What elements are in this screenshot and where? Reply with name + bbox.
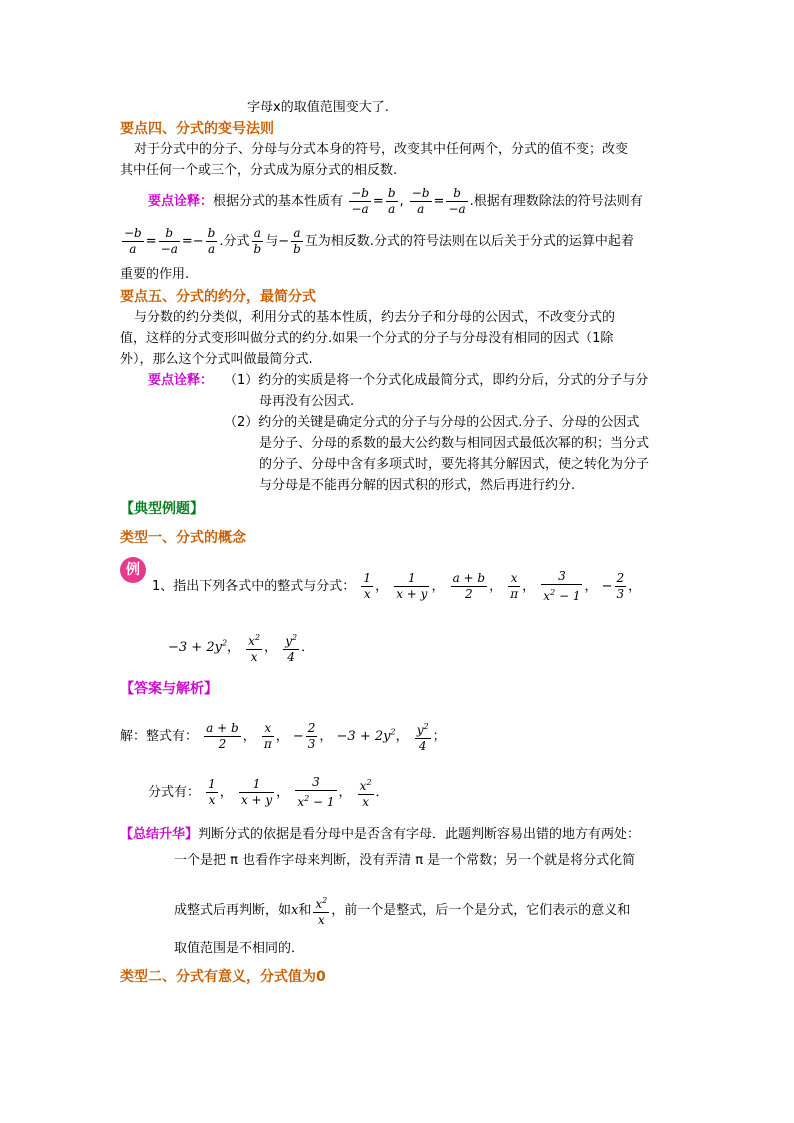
summary-text1: 判断分式的依据是看分母中是否含有字母．此题判断容易出错的地方有两处： <box>198 827 641 842</box>
fraction: $\frac{3}{x^2 - 1}$ <box>543 569 581 603</box>
summary-text3b: 和 <box>298 903 312 918</box>
section4-note-label: 要点诠释： <box>148 194 214 209</box>
fraction: $\frac{1}{x + y}$ <box>240 777 273 807</box>
fraction-label: 分式有： <box>148 785 201 800</box>
summary-label: 【总结升华】 <box>120 827 199 842</box>
section5-note1-line1: （1）约分的实质是将一个分式化成最简分式，即约分后，分式的分子与分 <box>224 373 649 388</box>
type2-heading: 类型二、分式有意义，分式值为0 <box>120 969 326 985</box>
section4-heading: 要点四、分式的变号法则 <box>120 121 274 137</box>
section5-note2-line2: 是分子、分母的系数的最大公约数与相同因式最低次幂的积；当分式 <box>259 436 650 451</box>
section4-para-line2: 其中任何一个或三个，分式成为原分式的相反数. <box>120 163 398 178</box>
fraction: $\frac{x}{\pi}$ <box>263 721 272 751</box>
example-question-line2: $-3 + 2y^2$， $\frac{x^2}{x}$ ， $\frac{y^2}{4}$ ． <box>168 630 314 665</box>
fraction: $\frac{b}{a}$ <box>387 186 396 216</box>
section5-para-line1: 与分数的约分类似，利用分式的基本性质，约去分子和分母的公因式，不改变分式的 <box>134 310 616 325</box>
section5-heading: 要点五、分式的约分，最简分式 <box>120 289 316 305</box>
example-question: 1、指出下列各式中的整式与分式： $\frac{1}{x}$ ， $\frac{1}{x + y}$ ， $\frac{a + b}{2}$ ， $\frac{x}{\pi}$ ， $\frac{3}{x^2 - 1}$ ， − $\frac{2}{3}$ ， <box>152 569 642 603</box>
section4-note-text4: 与 <box>265 234 279 249</box>
section5-note2-line4: 与分母是不能再分解的因式积的形式，然后再进行约分. <box>259 478 576 493</box>
fraction: $\frac{-b}{a}$ <box>411 186 430 216</box>
section5-note2-line3: 的分子、分母中含有多项式时，要先将其分解因式，使之转化为分子 <box>259 457 650 472</box>
section4-note: 要点诠释：根据分式的基本性质有 $\frac{-b}{-a}$ = $\frac{b}{a}$ , $\frac{-b}{a}$ = $\frac{b}{-a}$ .根据有理数除法的符号法则有 <box>148 186 643 216</box>
solution-label: 解：整式有： <box>120 729 199 744</box>
type1-heading: 类型一、分式的概念 <box>120 530 246 546</box>
fraction: $\frac{b}{a}$ <box>207 226 216 256</box>
summary-text3c: ，前一个是整式，后一个是分式，它们表示的意义和 <box>331 903 631 918</box>
fraction: $\frac{a}{b}$ <box>253 226 262 256</box>
solution-integral: 解：整式有： $\frac{a + b}{2}$ ， $\frac{x}{\pi}$ ， − $\frac{2}{3}$ ， $-3 + 2y^2$， $\frac{y^2}{4}$ ； <box>120 721 446 753</box>
fraction: $\frac{b}{-a}$ <box>448 186 466 216</box>
fraction: $\frac{b}{-a}$ <box>160 226 178 256</box>
fraction: $\frac{2}{3}$ <box>616 571 625 601</box>
top-line: 字母x的取值范围变大了. <box>247 100 389 115</box>
summary-line3: 成整式后再判断，如x和 $\frac{x^2}{x}$ ，前一个是整式，后一个是分式，它们表示的意义和 <box>174 893 630 928</box>
fraction: $\frac{a}{b}$ <box>293 226 301 256</box>
summary-line2: 一个是把 π 也看作字母来判断，没有弄清 π 是一个常数；另一个就是将分式化简 <box>174 853 636 868</box>
section5-note-label: 要点诠释： <box>148 373 214 388</box>
answer-heading: 【答案与解析】 <box>120 681 218 697</box>
examples-heading: 【典型例题】 <box>120 501 204 517</box>
section4-note-line2: $\frac{-b}{a}$ = $\frac{b}{-a}$ =− $\frac{b}{a}$ .分式 $\frac{a}{b}$ 与− $\frac{a}{b}$ 互为相反数.分式的符号法则在以后关于分式的运算中起着 <box>124 226 634 256</box>
fraction: $\frac{x^2}{x}$ <box>246 630 262 665</box>
section5-note2-line1: （2）约分的关键是确定分式的分子与分母的公因式.分子、分母的公因式 <box>224 415 640 430</box>
section4-note-text3: .分式 <box>219 234 250 249</box>
section4-note-text2: .根据有理数除法的符号法则有 <box>469 194 643 209</box>
section4-note-text5: 互为相反数.分式的符号法则在以后关于分式的运算中起着 <box>304 234 634 249</box>
summary-text3a: 成整式后再判断，如 <box>174 903 292 918</box>
section5-para-line2: 值，这样的分式变形叫做分式的约分.如果一个分式的分子与分母没有相同的因式（1除 <box>120 331 614 346</box>
fraction: $\frac{-b}{-a}$ <box>351 186 369 216</box>
fraction: $\frac{1}{x}$ <box>208 777 216 807</box>
section4-note-text1: 根据分式的基本性质有 <box>213 194 344 209</box>
section5-note1-line2: 母再没有公因式. <box>259 394 355 409</box>
fraction: $\frac{a + b}{2}$ <box>206 721 239 751</box>
fraction: $\frac{3}{x^2 - 1}$ <box>297 775 335 809</box>
fraction: $\frac{a + b}{2}$ <box>452 571 486 601</box>
fraction: $\frac{y^2}{4}$ <box>415 719 431 754</box>
fraction: $\frac{1}{x + y}$ <box>396 571 428 601</box>
fraction: $\frac{x}{\pi}$ <box>510 571 519 601</box>
fraction: $\frac{2}{3}$ <box>307 721 316 751</box>
summary-line1 <box>120 824 640 845</box>
section4-note-line3: 重要的作用. <box>120 267 190 282</box>
summary-line4: 取值范围是不相同的． <box>174 941 305 956</box>
section4-para-line1: 对于分式中的分子、分母与分式本身的符号，改变其中任何两个，分式的值不变；改变 <box>134 142 629 157</box>
fraction: $\frac{x^2}{x}$ <box>358 775 374 810</box>
solution-fractional: 分式有： $\frac{1}{x}$ ， $\frac{1}{x + y}$ ， $\frac{3}{x^2 - 1}$ ， $\frac{x^2}{x}$ ． <box>148 775 389 809</box>
section5-para-line3: 外），那么这个分式叫做最简分式. <box>120 352 313 367</box>
fraction: $\frac{y^2}{4}$ <box>283 630 299 665</box>
example-badge-icon: 例 <box>120 557 146 583</box>
fraction: $\frac{x^2}{x}$ <box>313 893 329 928</box>
fraction: $\frac{1}{x}$ <box>363 571 372 601</box>
fraction: $\frac{-b}{a}$ <box>124 226 142 256</box>
example-question-text: 1、指出下列各式中的整式与分式： <box>152 579 356 594</box>
